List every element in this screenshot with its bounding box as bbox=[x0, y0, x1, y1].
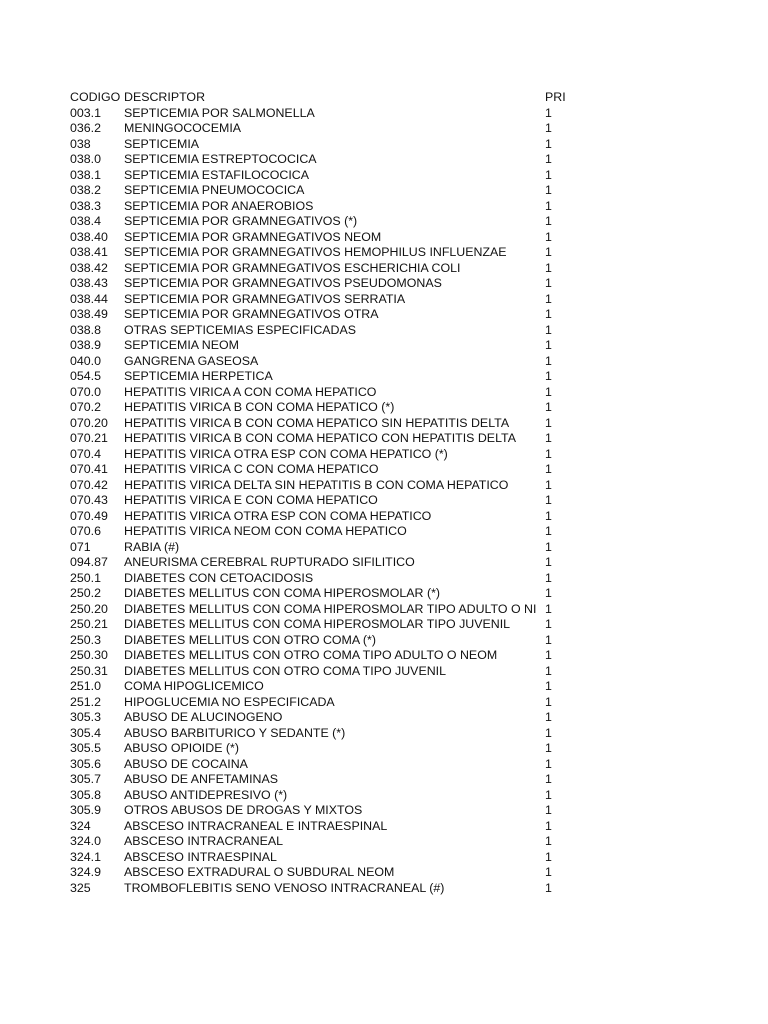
row-code: 038.49 bbox=[70, 307, 108, 321]
table-row bbox=[70, 230, 590, 246]
row-pri: 1 bbox=[545, 834, 552, 848]
row-descriptor: ABUSO BARBITURICO Y SEDANTE (*) bbox=[124, 725, 346, 740]
table-row bbox=[70, 261, 590, 277]
row-pri: 1 bbox=[545, 276, 552, 290]
row-code: 070.6 bbox=[70, 524, 102, 538]
row-descriptor: SEPTICEMIA POR GRAMNEGATIVOS (*) bbox=[124, 214, 358, 228]
table-row bbox=[70, 245, 590, 261]
row-pri: 1 bbox=[545, 493, 552, 507]
row-descriptor: OTROS ABUSOS DE DROGAS Y MIXTOS bbox=[124, 803, 363, 817]
row-code: 070.20 bbox=[70, 415, 108, 430]
row-code: 250.1 bbox=[70, 570, 102, 585]
row-pri: 1 bbox=[545, 322, 552, 337]
row-descriptor: HEPATITIS VIRICA DELTA SIN HEPATITIS B CON COMA HEPATICO bbox=[124, 477, 509, 492]
table-row bbox=[70, 462, 590, 478]
row-descriptor: HEPATITIS VIRICA B CON COMA HEPATICO CON HEPATITIS DELTA bbox=[124, 431, 516, 445]
row-code: 038.3 bbox=[70, 198, 102, 213]
row-descriptor: SEPTICEMIA PNEUMOCOCICA bbox=[124, 183, 305, 197]
row-code: 071 bbox=[70, 539, 91, 554]
table-row bbox=[70, 323, 590, 339]
table-row bbox=[70, 354, 590, 370]
row-code: 250.30 bbox=[70, 648, 108, 662]
row-descriptor: DIABETES MELLITUS CON COMA HIPEROSMOLAR TIPO ADULTO O NI bbox=[124, 601, 537, 616]
row-code: 038.4 bbox=[70, 214, 102, 228]
table-row bbox=[70, 788, 590, 804]
table-row bbox=[70, 416, 590, 432]
table-row bbox=[70, 137, 590, 153]
row-code: 070.43 bbox=[70, 493, 108, 507]
row-pri: 1 bbox=[545, 880, 552, 895]
table-row bbox=[70, 586, 590, 602]
row-code: 250.21 bbox=[70, 617, 108, 631]
row-descriptor: ABSCESO INTRACRANEAL bbox=[124, 834, 284, 848]
row-pri: 1 bbox=[545, 229, 552, 244]
row-code: 305.7 bbox=[70, 772, 102, 786]
table-row bbox=[70, 276, 590, 292]
row-pri: 1 bbox=[545, 384, 552, 399]
table-row bbox=[70, 369, 590, 385]
row-code: 324.1 bbox=[70, 849, 102, 864]
table-row bbox=[70, 400, 590, 416]
row-code: 003.1 bbox=[70, 105, 102, 120]
row-descriptor: SEPTICEMIA ESTREPTOCOCICA bbox=[124, 152, 317, 166]
table-row bbox=[70, 803, 590, 819]
row-code: 070.21 bbox=[70, 431, 108, 445]
row-descriptor: HIPOGLUCEMIA NO ESPECIFICADA bbox=[124, 694, 335, 709]
row-descriptor: HEPATITIS VIRICA OTRA ESP CON COMA HEPATICO (*) bbox=[124, 446, 448, 461]
row-code: 038.0 bbox=[70, 152, 102, 166]
table-row bbox=[70, 602, 590, 618]
row-code: 038.2 bbox=[70, 183, 102, 197]
table-row bbox=[70, 757, 590, 773]
table-row bbox=[70, 571, 590, 587]
row-pri: 1 bbox=[545, 849, 552, 864]
row-code: 250.3 bbox=[70, 632, 102, 647]
row-code: 038.41 bbox=[70, 245, 108, 259]
table-row bbox=[70, 664, 590, 680]
row-pri: 1 bbox=[545, 725, 552, 740]
row-descriptor: ABUSO DE ALUCINOGENO bbox=[124, 710, 283, 724]
table-row bbox=[70, 447, 590, 463]
table-body bbox=[70, 106, 590, 897]
row-code: 251.2 bbox=[70, 694, 102, 709]
row-pri: 1 bbox=[545, 462, 552, 476]
row-descriptor: SEPTICEMIA POR SALMONELLA bbox=[124, 105, 315, 120]
table-row bbox=[70, 338, 590, 354]
table-row bbox=[70, 710, 590, 726]
row-code: 038.42 bbox=[70, 260, 108, 275]
row-code: 324 bbox=[70, 818, 91, 833]
table-row bbox=[70, 617, 590, 633]
row-descriptor: SEPTICEMIA POR GRAMNEGATIVOS OTRA bbox=[124, 307, 379, 321]
row-descriptor: ABSCESO EXTRADURAL O SUBDURAL NEOM bbox=[124, 865, 395, 879]
table-row bbox=[70, 106, 590, 122]
row-code: 325 bbox=[70, 880, 91, 895]
row-pri: 1 bbox=[545, 121, 552, 135]
row-descriptor: SEPTICEMIA POR GRAMNEGATIVOS ESCHERICHIA COLI bbox=[124, 260, 461, 275]
row-pri: 1 bbox=[545, 198, 552, 213]
row-descriptor: SEPTICEMIA POR GRAMNEGATIVOS SERRATIA bbox=[124, 291, 406, 306]
row-pri: 1 bbox=[545, 415, 552, 430]
row-code: 094.87 bbox=[70, 555, 108, 569]
row-pri: 1 bbox=[545, 508, 552, 523]
row-descriptor: SEPTICEMIA POR ANAEROBIOS bbox=[124, 198, 314, 213]
table-row bbox=[70, 199, 590, 215]
table-row bbox=[70, 726, 590, 742]
row-code: 038.43 bbox=[70, 276, 108, 290]
row-pri: 1 bbox=[545, 524, 552, 538]
table-row bbox=[70, 881, 590, 897]
row-pri: 1 bbox=[545, 477, 552, 492]
row-descriptor: RABIA (#) bbox=[124, 539, 180, 554]
row-pri: 1 bbox=[545, 167, 552, 182]
row-descriptor: DIABETES MELLITUS CON OTRO COMA TIPO JUVENIL bbox=[124, 663, 446, 678]
row-descriptor: SEPTICEMIA bbox=[124, 136, 200, 151]
row-code: 070.42 bbox=[70, 477, 108, 492]
row-descriptor: SEPTICEMIA NEOM bbox=[124, 338, 239, 352]
row-descriptor: HEPATITIS VIRICA E CON COMA HEPATICO bbox=[124, 493, 378, 507]
table-row bbox=[70, 834, 590, 850]
table-row bbox=[70, 524, 590, 540]
row-descriptor: HEPATITIS VIRICA B CON COMA HEPATICO (*) bbox=[124, 400, 395, 414]
row-descriptor: SEPTICEMIA POR GRAMNEGATIVOS PSEUDOMONAS bbox=[124, 276, 442, 290]
row-descriptor: DIABETES CON CETOACIDOSIS bbox=[124, 570, 314, 585]
row-descriptor: DIABETES MELLITUS CON COMA HIPEROSMOLAR (*) bbox=[124, 586, 441, 600]
table-row bbox=[70, 850, 590, 866]
row-pri: 1 bbox=[545, 694, 552, 709]
table-row bbox=[70, 214, 590, 230]
row-pri: 1 bbox=[545, 601, 552, 616]
code-table bbox=[70, 90, 590, 896]
table-row bbox=[70, 555, 590, 571]
row-descriptor: ABUSO OPIOIDE (*) bbox=[124, 741, 239, 755]
row-descriptor: DIABETES MELLITUS CON OTRO COMA TIPO ADULTO O NEOM bbox=[124, 648, 498, 662]
row-pri: 1 bbox=[545, 617, 552, 631]
row-pri: 1 bbox=[545, 353, 552, 368]
table-row bbox=[70, 121, 590, 137]
row-pri: 1 bbox=[545, 570, 552, 585]
row-pri: 1 bbox=[545, 214, 552, 228]
row-code: 250.31 bbox=[70, 663, 108, 678]
row-descriptor: HEPATITIS VIRICA A CON COMA HEPATICO bbox=[124, 384, 377, 399]
row-pri: 1 bbox=[545, 539, 552, 554]
row-pri: 1 bbox=[545, 338, 552, 352]
row-code: 251.0 bbox=[70, 679, 102, 693]
row-code: 324.9 bbox=[70, 865, 102, 879]
row-pri: 1 bbox=[545, 152, 552, 166]
table-row bbox=[70, 307, 590, 323]
table-row bbox=[70, 385, 590, 401]
row-pri: 1 bbox=[545, 555, 552, 569]
row-code: 038.1 bbox=[70, 167, 102, 182]
row-code: 054.5 bbox=[70, 369, 102, 383]
row-pri: 1 bbox=[545, 710, 552, 724]
table-row bbox=[70, 865, 590, 881]
row-descriptor: HEPATITIS VIRICA C CON COMA HEPATICO bbox=[124, 462, 379, 476]
table-row bbox=[70, 509, 590, 525]
table-row bbox=[70, 695, 590, 711]
row-descriptor: DIABETES MELLITUS CON OTRO COMA (*) bbox=[124, 632, 376, 647]
row-descriptor: HEPATITIS VIRICA OTRA ESP CON COMA HEPATICO bbox=[124, 508, 432, 523]
row-descriptor: TROMBOFLEBITIS SENO VENOSO INTRACRANEAL (#) bbox=[124, 880, 445, 895]
row-pri: 1 bbox=[545, 648, 552, 662]
row-code: 070.49 bbox=[70, 508, 108, 523]
row-descriptor: SEPTICEMIA POR GRAMNEGATIVOS HEMOPHILUS INFLUENZAE bbox=[124, 245, 507, 259]
row-descriptor: SEPTICEMIA ESTAFILOCOCICA bbox=[124, 167, 309, 182]
row-code: 324.0 bbox=[70, 834, 102, 848]
row-code: 070.41 bbox=[70, 462, 108, 476]
table-row bbox=[70, 152, 590, 168]
header-code: CODIGO bbox=[70, 90, 121, 104]
row-descriptor: GANGRENA GASEOSA bbox=[124, 353, 259, 368]
row-pri: 1 bbox=[545, 803, 552, 817]
row-pri: 1 bbox=[545, 772, 552, 786]
row-code: 038.8 bbox=[70, 322, 102, 337]
row-code: 305.6 bbox=[70, 756, 102, 771]
row-descriptor: ANEURISMA CEREBRAL RUPTURADO SIFILITICO bbox=[124, 555, 415, 569]
row-pri: 1 bbox=[545, 369, 552, 383]
row-descriptor: ABUSO DE COCAINA bbox=[124, 756, 248, 771]
row-pri: 1 bbox=[545, 756, 552, 771]
row-pri: 1 bbox=[545, 586, 552, 600]
table-row bbox=[70, 478, 590, 494]
row-descriptor: SEPTICEMIA POR GRAMNEGATIVOS NEOM bbox=[124, 229, 382, 244]
table-row bbox=[70, 648, 590, 664]
table-row bbox=[70, 493, 590, 509]
table-row bbox=[70, 292, 590, 308]
row-code: 305.8 bbox=[70, 787, 102, 802]
row-code: 305.3 bbox=[70, 710, 102, 724]
table-row bbox=[70, 168, 590, 184]
table-row bbox=[70, 431, 590, 447]
row-code: 038.9 bbox=[70, 338, 102, 352]
row-pri: 1 bbox=[545, 307, 552, 321]
row-descriptor: OTRAS SEPTICEMIAS ESPECIFICADAS bbox=[124, 322, 357, 337]
header-pri: PRI bbox=[545, 90, 566, 104]
row-code: 305.4 bbox=[70, 725, 102, 740]
row-descriptor: DIABETES MELLITUS CON COMA HIPEROSMOLAR TIPO JUVENIL bbox=[124, 617, 511, 631]
row-descriptor: MENINGOCOCEMIA bbox=[124, 121, 242, 135]
table-header bbox=[70, 90, 590, 106]
row-descriptor: ABSCESO INTRACRANEAL E INTRAESPINAL bbox=[124, 818, 388, 833]
row-pri: 1 bbox=[545, 105, 552, 120]
row-pri: 1 bbox=[545, 291, 552, 306]
row-pri: 1 bbox=[545, 260, 552, 275]
row-code: 070.4 bbox=[70, 446, 102, 461]
row-descriptor: HEPATITIS VIRICA B CON COMA HEPATICO SIN HEPATITIS DELTA bbox=[124, 415, 510, 430]
row-code: 038.40 bbox=[70, 229, 108, 244]
row-pri: 1 bbox=[545, 245, 552, 259]
row-code: 250.20 bbox=[70, 601, 108, 616]
row-descriptor: HEPATITIS VIRICA NEOM CON COMA HEPATICO bbox=[124, 524, 407, 538]
header-descriptor: DESCRIPTOR bbox=[124, 90, 206, 104]
table-row bbox=[70, 633, 590, 649]
row-code: 250.2 bbox=[70, 586, 102, 600]
row-pri: 1 bbox=[545, 632, 552, 647]
row-descriptor: ABUSO DE ANFETAMINAS bbox=[124, 772, 278, 786]
row-code: 070.0 bbox=[70, 384, 102, 399]
row-code: 038.44 bbox=[70, 291, 108, 306]
row-pri: 1 bbox=[545, 400, 552, 414]
row-pri: 1 bbox=[545, 787, 552, 802]
row-pri: 1 bbox=[545, 679, 552, 693]
table-row bbox=[70, 819, 590, 835]
row-pri: 1 bbox=[545, 136, 552, 151]
row-pri: 1 bbox=[545, 741, 552, 755]
row-descriptor: COMA HIPOGLICEMICO bbox=[124, 679, 264, 693]
row-code: 036.2 bbox=[70, 121, 102, 135]
row-pri: 1 bbox=[545, 431, 552, 445]
row-code: 038 bbox=[70, 136, 91, 151]
table-row bbox=[70, 772, 590, 788]
row-descriptor: ABSCESO INTRAESPINAL bbox=[124, 849, 277, 864]
row-pri: 1 bbox=[545, 818, 552, 833]
row-pri: 1 bbox=[545, 446, 552, 461]
row-pri: 1 bbox=[545, 183, 552, 197]
table-row bbox=[70, 183, 590, 199]
table-row bbox=[70, 741, 590, 757]
row-descriptor: SEPTICEMIA HERPETICA bbox=[124, 369, 273, 383]
row-pri: 1 bbox=[545, 865, 552, 879]
row-pri: 1 bbox=[545, 663, 552, 678]
row-code: 305.5 bbox=[70, 741, 102, 755]
row-descriptor: ABUSO ANTIDEPRESIVO (*) bbox=[124, 787, 288, 802]
table-row bbox=[70, 540, 590, 556]
row-code: 040.0 bbox=[70, 353, 102, 368]
row-code: 070.2 bbox=[70, 400, 102, 414]
table-row bbox=[70, 679, 590, 695]
row-code: 305.9 bbox=[70, 803, 102, 817]
